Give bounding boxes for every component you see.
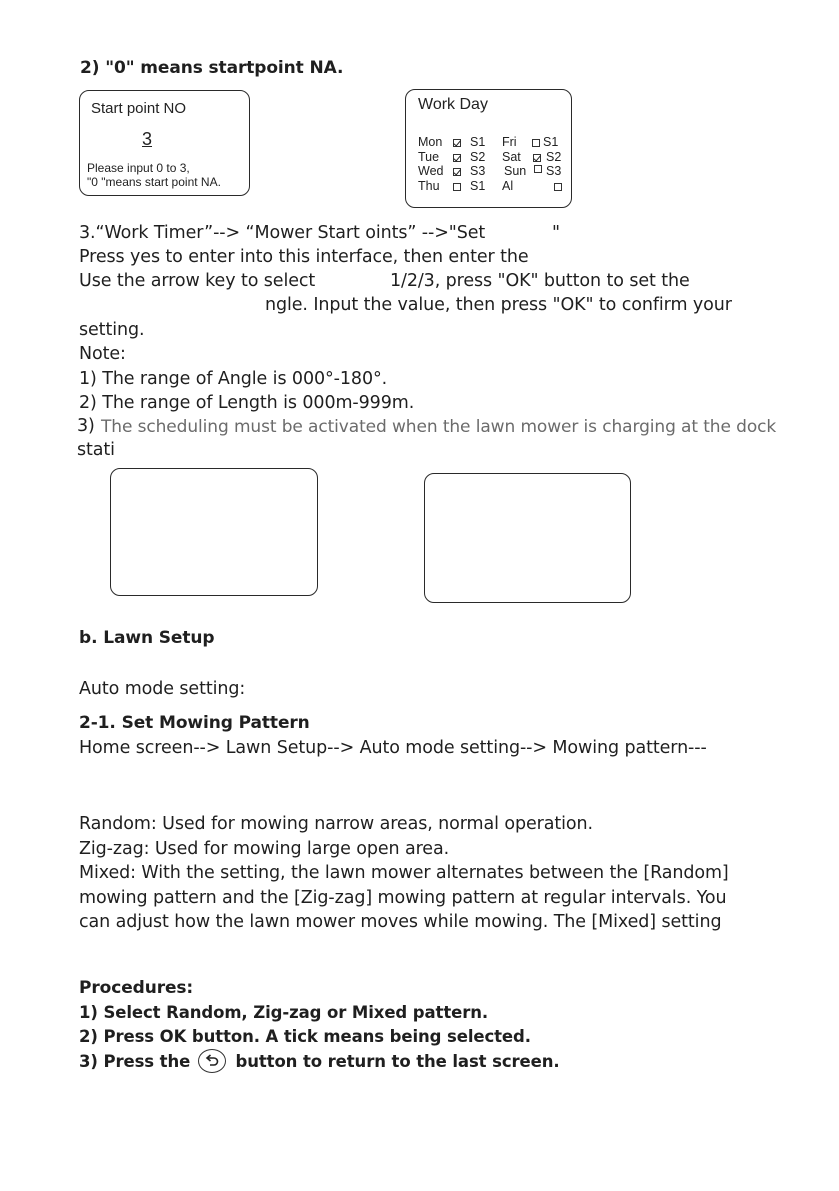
procedure-step-3-prefix: 3) Press the — [79, 1052, 191, 1071]
procedure-step-3 — [79, 1050, 560, 1075]
mixed-desc-1: Mixed: With the setting, the lawn mower alternates between the [Random] — [79, 863, 729, 883]
workday-row — [418, 135, 568, 150]
startpoint-screen — [79, 90, 250, 196]
day-label: Fri — [502, 135, 517, 149]
nav-path: Home screen--> Lawn Setup--> Auto mode setting--> Mowing pattern--- — [79, 738, 707, 758]
day-label: Al — [502, 178, 514, 193]
para3-line1a: 3.“Work Timer”--> “Mower Start oints” -->"Set — [79, 223, 486, 243]
note-3-number: 3) — [77, 416, 95, 436]
empty-screen-right — [424, 473, 631, 603]
checkbox-empty-icon — [453, 183, 461, 191]
workday-row — [418, 164, 568, 179]
slot-label: S3 — [546, 164, 562, 178]
slot-label: S1 — [470, 178, 486, 193]
slot-label: S2 — [546, 149, 562, 164]
para3-line5: setting. — [79, 320, 145, 340]
note-label: Note: — [79, 344, 126, 364]
day-label: Sun — [504, 164, 527, 178]
day-label: Sat — [502, 149, 521, 164]
slot-label: S3 — [470, 164, 486, 178]
checkbox-checked-icon — [453, 154, 461, 162]
procedures-heading: Procedures: — [79, 978, 194, 998]
auto-mode-label: Auto mode setting: — [79, 679, 246, 699]
startpoint-value: 3 — [142, 129, 153, 149]
checkbox-checked-icon — [453, 139, 461, 147]
checkbox-empty-icon — [532, 139, 540, 147]
day-label: Mon — [418, 135, 443, 149]
para3-line1b: " — [552, 223, 560, 243]
back-button-icon — [198, 1049, 226, 1073]
startpoint-hint-1: Please input 0 to 3, — [87, 161, 190, 175]
procedure-step-2: 2) Press OK button. A tick means being selected. — [79, 1027, 531, 1046]
checkbox-empty-icon — [534, 165, 542, 173]
workday-screen — [405, 89, 572, 208]
checkbox-checked-icon — [453, 168, 461, 176]
startpoint-title: Start point NO — [91, 100, 187, 117]
workday-row — [418, 179, 568, 194]
checkbox-empty-icon — [554, 183, 562, 191]
startpoint-hint-2: "0 "means start point NA. — [87, 175, 221, 189]
procedure-step-1: 1) Select Random, Zig-zag or Mixed pattern. — [79, 1003, 489, 1022]
para3-line4: ngle. Input the value, then press "OK" to confirm your — [265, 295, 732, 315]
slot-label: S2 — [470, 149, 486, 164]
slot-label: S1 — [543, 135, 559, 149]
workday-table — [418, 135, 568, 193]
procedure-step-3-suffix: button to return to the last screen. — [235, 1052, 560, 1071]
para3-line3b: 1/2/3, press "OK" button to set the — [390, 271, 690, 291]
slot-label: S1 — [470, 135, 486, 149]
lawn-heading: b. Lawn Setup — [79, 628, 215, 648]
day-label: Wed — [418, 164, 444, 178]
empty-screen-left — [110, 468, 318, 596]
para3-line2: Press yes to enter into this interface, then enter the — [79, 247, 529, 267]
day-label: Tue — [418, 149, 440, 164]
note-2: 2) The range of Length is 000m-999m. — [79, 393, 415, 413]
workday-title: Work Day — [418, 96, 488, 113]
mowing-pattern-heading: 2-1. Set Mowing Pattern — [79, 713, 310, 733]
para3-line3a: Use the arrow key to select — [79, 271, 316, 291]
mixed-desc-3: can adjust how the lawn mower moves while mowing. The [Mixed] setting — [79, 912, 722, 932]
section-heading: 2) "0" means startpoint NA. — [80, 58, 344, 78]
zigzag-desc: Zig-zag: Used for mowing large open area. — [79, 839, 450, 859]
note-1: 1) The range of Angle is 000°-180°. — [79, 369, 388, 389]
note-3-text: The scheduling must be activated when the lawn mower is charging at the dock — [101, 417, 777, 437]
mixed-desc-2: mowing pattern and the [Zig-zag] mowing pattern at regular intervals. You — [79, 888, 727, 908]
workday-row — [418, 150, 568, 165]
note-3-continued: stati — [77, 440, 115, 460]
day-label: Thu — [418, 178, 440, 193]
random-desc: Random: Used for mowing narrow areas, normal operation. — [79, 814, 593, 834]
